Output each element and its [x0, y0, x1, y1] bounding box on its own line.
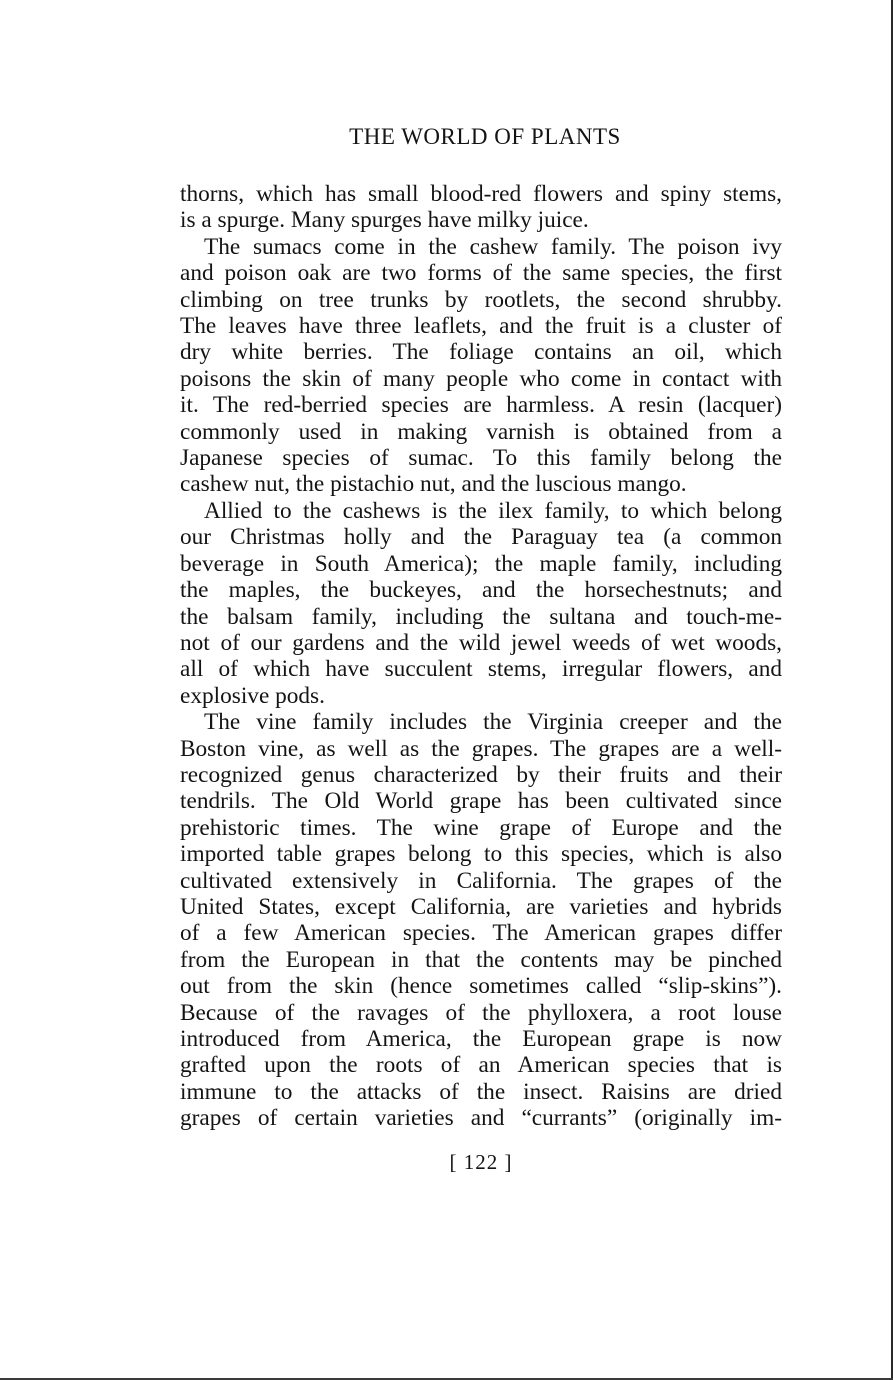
text-line: all of which have succulent stems, irregular flowers, and	[180, 656, 782, 683]
page-title: THE WORLD OF PLANTS	[349, 124, 621, 149]
text-line: and poison oak are two forms of the same species, the first	[180, 260, 782, 287]
text-line: it. The red-berried species are harmless. A resin (lacquer)	[180, 392, 782, 419]
body-text	[180, 181, 782, 1132]
text-line: immune to the attacks of the insect. Raisins are dried	[180, 1078, 782, 1105]
text-line: of a few American species. The American grapes differ	[180, 920, 782, 947]
text-line: from the European in that the contents may be pinched	[180, 946, 782, 973]
text-line: thorns, which has small blood-red flowers and spiny stems,	[180, 181, 782, 207]
page-number: [ 122 ]	[449, 1150, 513, 1174]
text-line: Boston vine, as well as the grapes. The grapes are a well-	[180, 735, 782, 762]
text-line: cashew nut, the pistachio nut, and the luscious mango.	[180, 471, 687, 498]
text-line: the balsam family, including the sultana and touch-me-	[180, 603, 782, 630]
text-line: tendrils. The Old World grape has been cultivated since	[180, 788, 782, 815]
text-line: not of our gardens and the wild jewel weeds of wet woods,	[180, 629, 782, 656]
text-line: dry white berries. The foliage contains an oil, which	[180, 339, 782, 366]
text-line: grafted upon the roots of an American species that is	[180, 1052, 782, 1079]
text-line: recognized genus characterized by their fruits and their	[180, 761, 782, 788]
text-line: The leaves have three leaflets, and the fruit is a cluster of	[180, 313, 782, 340]
text-line: beverage in South America); the maple family, including	[180, 550, 782, 577]
text-line: prehistoric times. The wine grape of Europe and the	[180, 814, 782, 841]
text-line: poisons the skin of many people who come in contact with	[180, 365, 782, 392]
text-line: our Christmas holly and the Paraguay tea (a common	[180, 524, 782, 551]
text-line: cultivated extensively in California. The grapes of the	[180, 867, 782, 894]
text-line: is a spurge. Many spurges have milky juice.	[180, 207, 589, 234]
text-line: out from the skin (hence sometimes called “slip-skins”).	[180, 973, 782, 1000]
text-line: commonly used in making varnish is obtained from a	[180, 418, 782, 445]
text-line: imported table grapes belong to this species, which is also	[180, 841, 782, 868]
text-line: The sumacs come in the cashew family. The poison ivy	[204, 233, 782, 260]
text-line: The vine family includes the Virginia creeper and the	[204, 709, 782, 736]
text-line: Allied to the cashews is the ilex family, to which belong	[204, 497, 782, 524]
text-line: Because of the ravages of the phylloxera, a root louse	[180, 999, 782, 1026]
text-line: explosive pods.	[180, 682, 325, 709]
text-line: grapes of certain varieties and “currants” (originally im-	[180, 1105, 782, 1132]
text-line: Japanese species of sumac. To this family belong the	[180, 445, 782, 472]
text-line: introduced from America, the European grape is now	[180, 1026, 782, 1052]
text-line: climbing on tree trunks by rootlets, the second shrubby.	[180, 286, 782, 313]
text-line: the maples, the buckeyes, and the horsechestnuts; and	[180, 577, 782, 604]
text-line: United States, except California, are varieties and hybrids	[180, 893, 782, 920]
